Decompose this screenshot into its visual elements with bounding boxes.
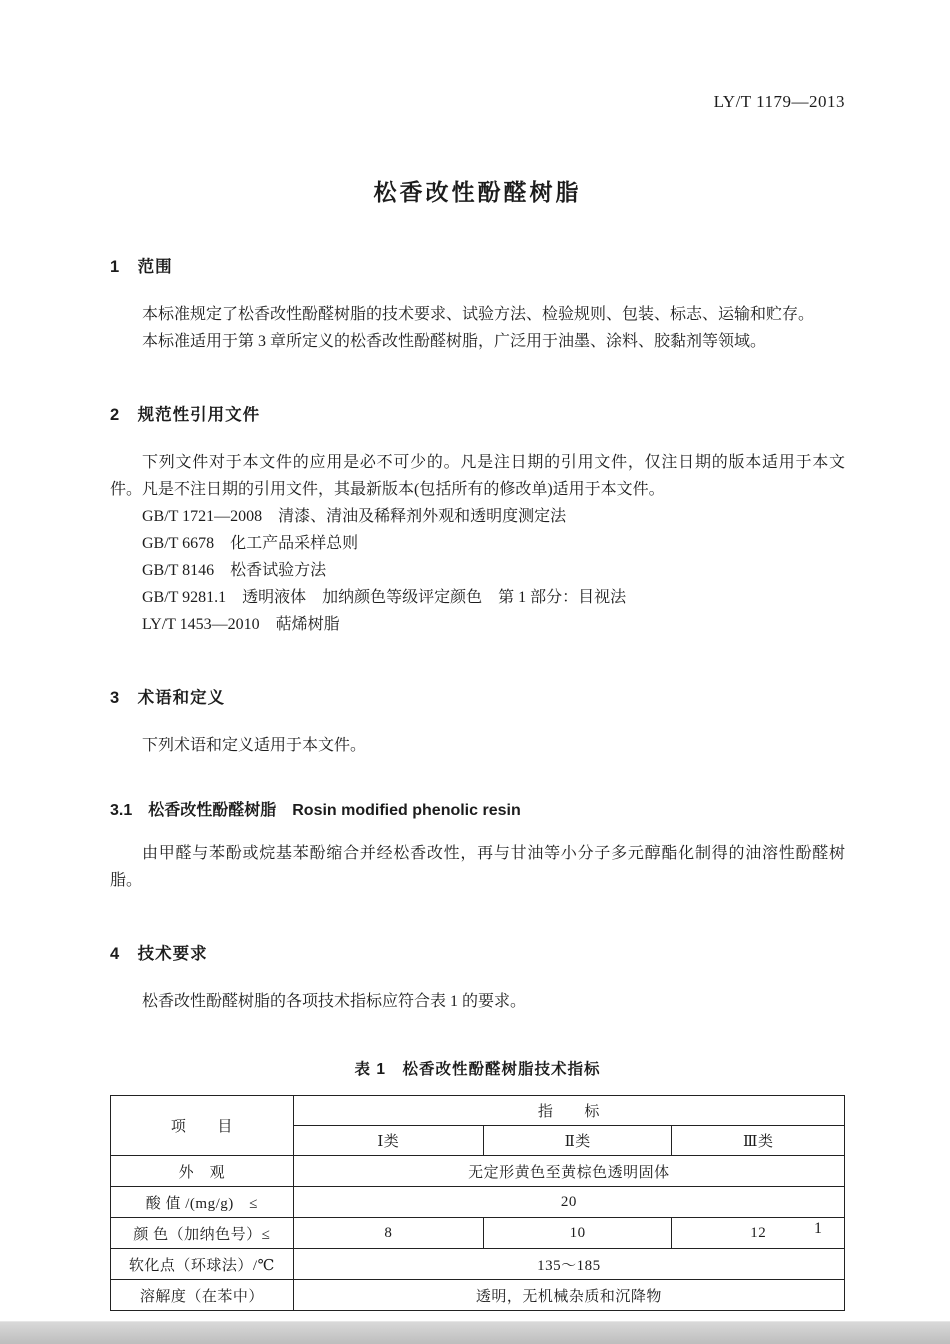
standard-code: LY/T 1179—2013: [713, 92, 845, 111]
section-normative-references: [110, 401, 845, 638]
section-1-heading: 1 范围: [110, 258, 173, 276]
section-1-paragraph-1: 本标准规定了松香改性酚醛树脂的技术要求、试验方法、检验规则、包装、标志、运输和贮存。: [142, 306, 815, 323]
row-label: 颜 色（加纳色号）≤: [111, 1218, 294, 1249]
reference-item: GB/T 9281.1 透明液体 加纳颜色等级评定颜色 第 1 部分：目视法: [142, 589, 627, 606]
section-3-1-paragraph-1: 由甲醛与苯酚或烷基苯酚缩合并经松香改性，再与甘油等小分子多元醇酯化制得的油溶性酚醛树脂。: [110, 845, 845, 889]
row-value-class-2: 10: [483, 1218, 672, 1249]
table-row-acid-value: [111, 1187, 845, 1218]
row-value: 无定形黄色至黄棕色透明固体: [293, 1156, 844, 1187]
row-label: 外 观: [111, 1156, 294, 1187]
section-terms-definitions: [110, 684, 845, 894]
table-header-row-1: [111, 1096, 845, 1126]
row-label: 软化点（环球法）/℃: [111, 1249, 294, 1280]
row-label: 溶解度（在苯中）: [111, 1280, 294, 1311]
section-2-heading: 2 规范性引用文件: [110, 406, 261, 424]
section-2-paragraph-1: 下列文件对于本文件的应用是必不可少的。凡是注日期的引用文件，仅注日期的版本适用于本文件。凡是不注日期的引用文件，其最新版本(包括所有的修改单)适用于本文件。: [110, 454, 845, 498]
table-row-color: [111, 1218, 845, 1249]
reference-item: GB/T 6678 化工产品采样总则: [142, 535, 359, 552]
row-value-class-3: 12: [672, 1218, 845, 1249]
row-value: 20: [293, 1187, 844, 1218]
table-caption: 表 1 松香改性酚醛树脂技术指标: [354, 1061, 601, 1078]
reference-item: GB/T 8146 松香试验方法: [142, 562, 327, 579]
document-title: 松香改性酚醛树脂: [373, 179, 582, 205]
page-number: 1: [814, 1220, 822, 1237]
table-row-solubility: [111, 1280, 845, 1311]
technical-indicators-table: [110, 1095, 845, 1311]
reference-list: [110, 503, 845, 638]
row-value: 透明，无机械杂质和沉降物: [293, 1280, 844, 1311]
reference-item: LY/T 1453—2010 萜烯树脂: [142, 616, 340, 633]
reference-item: GB/T 1721—2008 清漆、清油及稀释剂外观和透明度测定法: [142, 508, 567, 525]
row-value-class-1: 8: [293, 1218, 483, 1249]
section-technical-requirements: [110, 940, 845, 1015]
section-4-paragraph-1: 松香改性酚醛树脂的各项技术指标应符合表 1 的要求。: [142, 993, 527, 1010]
scan-edge-artifact: [0, 1321, 950, 1344]
row-value: 135～185: [293, 1249, 844, 1280]
section-1-paragraph-2: 本标准适用于第 3 章所定义的松香改性酚醛树脂，广泛用于油墨、涂料、胶黏剂等领域。: [142, 333, 767, 350]
section-4-heading: 4 技术要求: [110, 945, 208, 963]
table-row-softening-point: [111, 1249, 845, 1280]
row-label: 酸 值 /(mg/g) ≤: [111, 1187, 294, 1218]
section-3-heading: 3 术语和定义: [110, 689, 226, 707]
section-scope: [110, 253, 845, 355]
table-header-item: 项 目: [111, 1096, 294, 1156]
table-header-class-2: Ⅱ类: [483, 1126, 672, 1156]
section-3-1-heading: 3.1 松香改性酚醛树脂 Rosin modified phenolic resin: [110, 802, 521, 819]
table-header-class-1: Ⅰ类: [293, 1126, 483, 1156]
table-row-appearance: [111, 1156, 845, 1187]
table-header-class-3: Ⅲ类: [672, 1126, 845, 1156]
section-3-paragraph-1: 下列术语和定义适用于本文件。: [142, 737, 367, 754]
table-header-indicator: 指 标: [293, 1096, 844, 1126]
